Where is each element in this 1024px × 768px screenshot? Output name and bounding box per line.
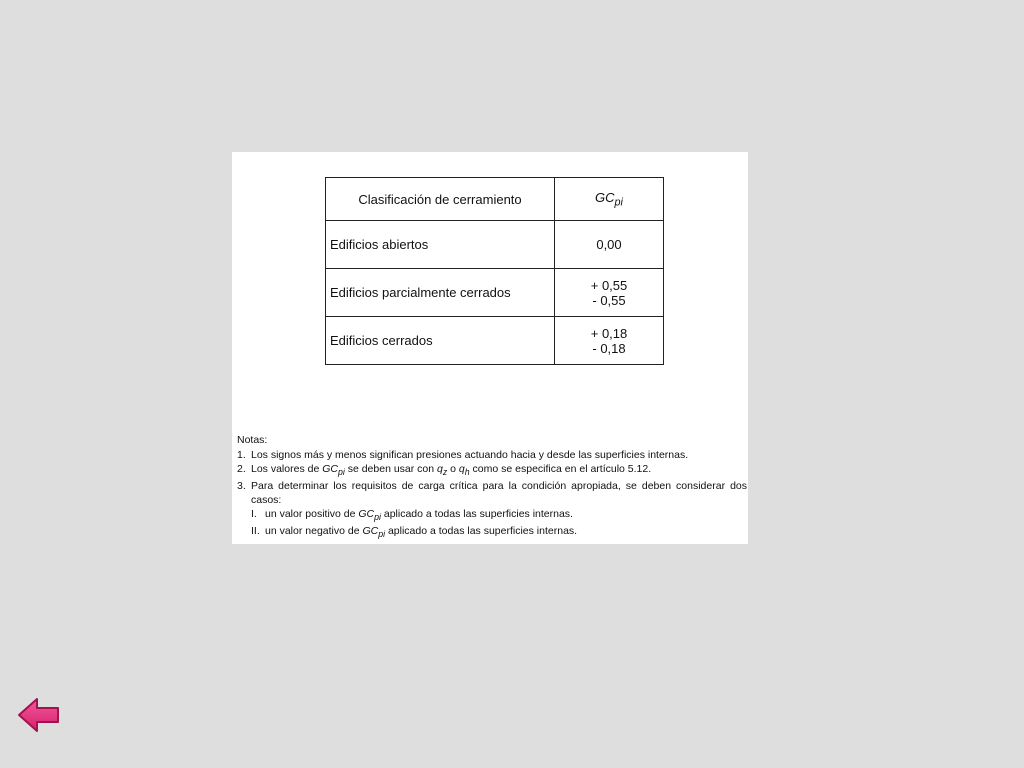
row-label: Edificios parcialmente cerrados (326, 269, 555, 317)
row-label: Edificios cerrados (326, 317, 555, 365)
table-header-row (326, 178, 664, 221)
header-classification: Clasificación de cerramiento (326, 178, 555, 221)
table-row (326, 221, 664, 269)
notes-section (237, 433, 747, 541)
left-arrow-icon (17, 697, 61, 733)
gcpi-table (325, 177, 664, 365)
table-row (326, 317, 664, 365)
row-value: 0,00 (555, 221, 664, 269)
note-item: 2. Los valores de $GC_{pi}$ se deben usar con $q_z$ o $q_h$ como se especifica en el artículo 5.12. (237, 463, 652, 478)
table-row (326, 269, 664, 317)
row-label: Edificios abiertos (326, 221, 555, 269)
back-button[interactable] (17, 697, 61, 733)
document-panel (232, 152, 748, 544)
notes-title: Notas: (237, 434, 268, 446)
note-sub-item: II. un valor negativo de $GC_{pi}$ aplicado a todas las superficies internas. (251, 525, 578, 540)
header-gcpi: $GC_{pi}$ (555, 178, 664, 221)
note-sub-item: I. un valor positivo de $GC_{pi}$ aplicado a todas las superficies internas. (251, 508, 573, 523)
note-item: 3. Para determinar los requisitos de carga crítica para la condición apropiada, se deben considerar dos casos: (237, 480, 747, 507)
row-value: + 0,55 - 0,55 (555, 269, 664, 317)
row-value: + 0,18 - 0,18 (555, 317, 664, 365)
note-item: 1. Los signos más y menos significan presiones actuando hacia y desde las superficies internas. (237, 449, 689, 461)
